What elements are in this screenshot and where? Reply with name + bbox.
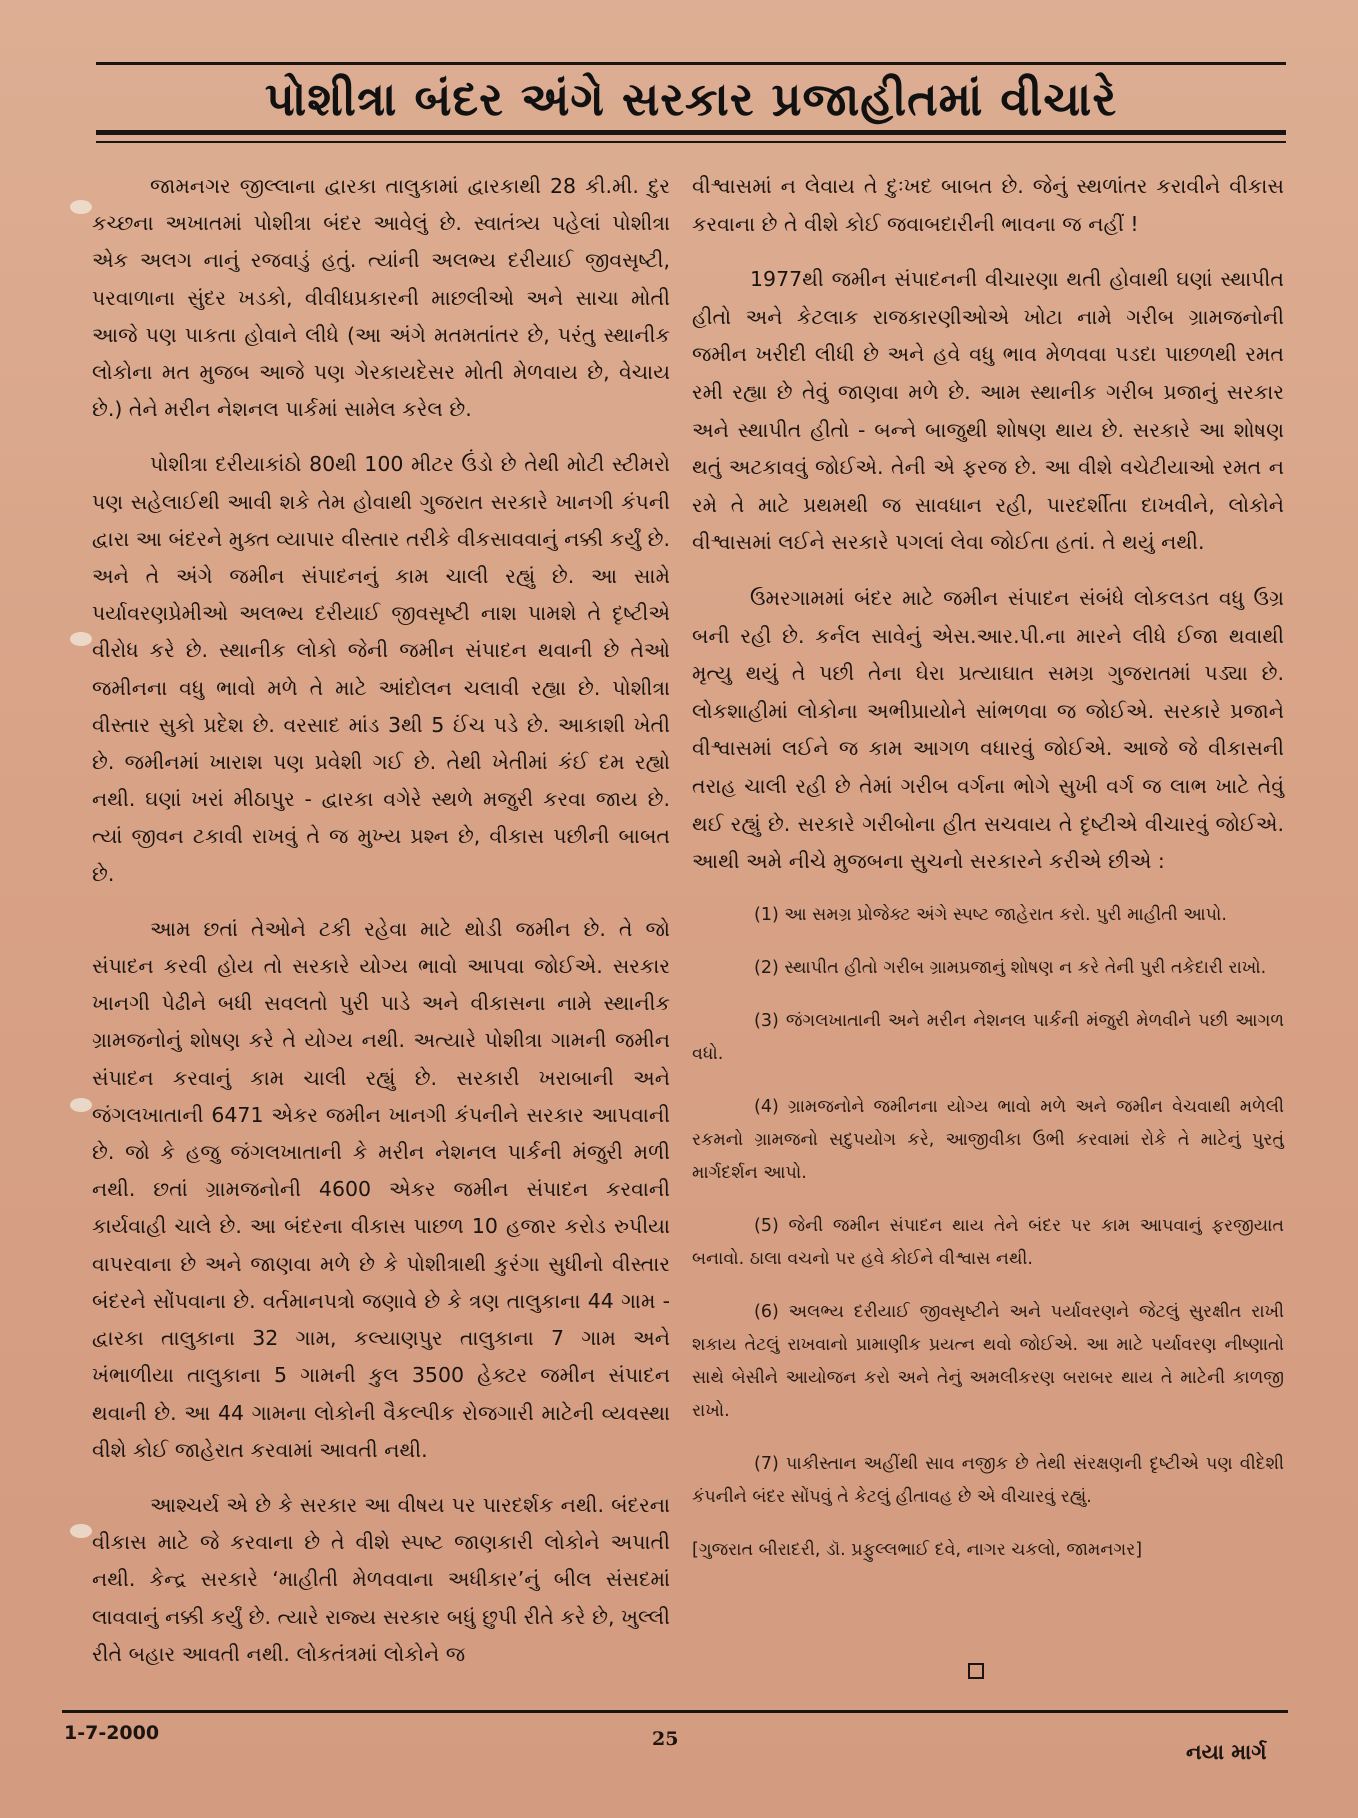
suggestions-list [692,899,1284,1514]
suggestion-item: (7) પાકીસ્તાન અહીંથી સાવ નજીક છે તેથી સંરક્ષણની દૃષ્ટીએ પણ વીદેશી કંપનીને બંદર સોંપવું તે કેટલું હીતાવહ છે એ વીચારવું રહ્યું. [692,1453,1284,1507]
magazine-name: નયા માર્ગ [1186,1740,1267,1764]
page-number: 25 [652,1728,679,1750]
article-paragraph: પોશીત્રા દરીયાકાંઠો 80થી 100 મીટર ઉંડો છે તેથી મોટી સ્ટીમરો પણ સહેલાઈથી આવી શકે તેમ હોવાથી ગુજરાત સરકારે ખાનગી કંપની દ્વારા આ બંદરને મુક્ત વ્યાપાર વીસ્તાર તરીકે વીકસાવવાનું નક્કી કર્યું છે. અને તે અંગે જમીન સંપાદનનું કામ ચાલી રહ્યું છે. આ સામે પર્યાવરણપ્રેમીઓ અલભ્ય દરીયાઈ જીવસૃષ્ટી નાશ પામશે તે દૃષ્ટીએ વીરોધ કરે છે. સ્થાનીક લોકો જેની જમીન સંપાદન થવાની છે તેઓ જમીનના વધુ ભાવો મળે તે માટે આંદોલન ચલાવી રહ્યા છે. પોશીત્રા વીસ્તાર સુકો પ્રદેશ છે. વરસાદ માંડ 3થી 5 ઈંચ પડે છે. આકાશી ખેતી છે. જમીનમાં ખારાશ પણ પ્રવેશી ગઈ છે. તેથી ખેતીમાં કંઈ દમ રહ્યો નથી. ઘણાં ખરાં મીઠાપુર - દ્વારકા વગેરે સ્થળે મજુરી કરવા જાય છે. ત્યાં જીવન ટકાવી રાખવું તે જ મુખ્ય પ્રશ્ન છે, વીકાસ પછીની બાબત છે. [92,452,670,886]
punch-hole [70,1098,92,1112]
headline: પોશીત્રા બંદર અંગે સરકાર પ્રજાહીતમાં વીચારે [264,72,1118,126]
header-rule-thin [96,141,1286,143]
header-rule-thick [96,130,1286,135]
issue-date: 1-7-2000 [64,1722,160,1744]
article-paragraph: 1977થી જમીન સંપાદનની વીચારણા થતી હોવાથી ઘણાં સ્થાપીત હીતો અને કેટલાક રાજકારણીઓએ ખોટા નામે ગરીબ ગ્રામજનોની જમીન ખરીદી લીધી છે અને હવે વધુ ભાવ મેળવવા પડદા પાછળથી રમત રમી રહ્યા છે તેવું જાણવા મળે છે. આમ સ્થાનીક ગરીબ પ્રજાનું સરકાર અને સ્થાપીત હીતો - બન્ને બાજુથી શોષણ થાય છે. સરકારે આ શોષણ થતું અટકાવવું જોઈએ. તેની એ ફરજ છે. આ વીશે વચેટીયાઓ રમત ન રમે તે માટે પ્રથમથી જ સાવધાન રહી, પારદર્શીતા દાખવીને, લોકોને વીશ્વાસમાં લઈને સરકારે પગલાં લેવા જોઈતા હતાં. તે થયું નથી. [692,267,1284,555]
end-of-article-icon [968,1663,984,1679]
suggestion-item: (4) ગ્રામજનોને જમીનના યોગ્ય ભાવો મળે અને જમીન વેચવાથી મળેલી રકમનો ગ્રામજનો સદુપયોગ કરે, આજીવીકા ઉભી કરવામાં રોકે તે માટેનું પુરતું માર્ગદર્શન આપો. [692,1096,1284,1183]
left-column [92,168,670,1691]
header-rule-top [96,62,1286,65]
article-paragraph: આમ છતાં તેઓને ટકી રહેવા માટે થોડી જમીન છે. તે જો સંપાદન કરવી હોય તો સરકારે યોગ્ય ભાવો આપવા જોઈએ. સરકાર ખાનગી પેઢીને બધી સવલતો પુરી પાડે અને વીકાસના નામે સ્થાનીક ગ્રામજનોનું શોષણ કરે તે યોગ્ય નથી. અત્યારે પોશીત્રા ગામની જમીન સંપાદન કરવાનું કામ ચાલી રહ્યું છે. સરકારી ખરાબાની અને જંગલખાતાની 6471 એકર જમીન ખાનગી કંપનીને સરકાર આપવાની છે. જો કે હજુ જંગલખાતાની કે મરીન નેશનલ પાર્કની મંજુરી મળી નથી. છતાં ગ્રામજનોની 4600 એકર જમીન સંપાદન કરવાની કાર્યવાહી ચાલે છે. આ બંદરના વીકાસ પાછળ 10 હજાર કરોડ રુપીયા વાપરવાના છે અને જાણવા મળે છે કે પોશીત્રાથી કુરંગા સુધીનો વીસ્તાર બંદરને સોંપવાના છે. વર્તમાનપત્રો જણાવે છે કે ત્રણ તાલુકાના 44 ગામ - દ્વારકા તાલુકાના 32 ગામ, કલ્યાણપુર તાલુકાના 7 ગામ અને ખંભાળીયા તાલુકાના 5 ગામની કુલ 3500 હેક્ટર જમીન સંપાદન થવાની છે. આ 44 ગામના લોકોની વૈકલ્પીક રોજગારી માટેની વ્યવસ્થા વીશે કોઈ જાહેરાત કરવામાં આવતી નથી. [92,916,670,1462]
punch-hole [70,1524,92,1538]
article-paragraph: વીશ્વાસમાં ન લેવાય તે દુઃખદ બાબત છે. જેનું સ્થળાંતર કરાવીને વીકાસ કરવાના છે તે વીશે કોઈ જવાબદારીની ભાવના જ નહીં ! [692,174,1284,236]
punch-hole [70,632,92,646]
suggestion-item: (5) જેની જમીન સંપાદન થાય તેને બંદર પર કામ આપવાનું ફરજીયાત બનાવો. ઠાલા વચનો પર હવે કોઈને વીશ્વાસ નથી. [692,1215,1284,1269]
source-credit: [ગુજરાત બીરાદરી, ડૉ. પ્રફુલ્લભાઈ દવે, નાગર ચકલો, જામનગર] [692,1539,1143,1560]
article-paragraph: આશ્ચર્ય એ છે કે સરકાર આ વીષય પર પારદર્શક નથી. બંદરના વીકાસ માટે જે કરવાના છે તે વીશે સ્પષ્ટ જાણકારી લોકોને અપાતી નથી. કેન્દ્ર સરકારે ‘માહીતી મેળવવાના અધીકાર’નું બીલ સંસદમાં લાવવાનું નક્કી કર્યું છે. ત્યારે રાજ્ય સરકાર બધું છુપી રીતે કરે છે, ખુલ્લી રીતે બહાર આવતી નથી. લોકતંત્રમાં લોકોને જ [92,1492,670,1666]
suggestion-item: (2) સ્થાપીત હીતો ગરીબ ગ્રામપ્રજાનું શોષણ ન કરે તેની પુરી તકેદારી રાખો. [754,957,1267,978]
right-column [692,168,1284,1566]
suggestion-item: (6) અલભ્ય દરીયાઈ જીવસૃષ્ટીને અને પર્યાવરણને જેટલું સુરક્ષીત રાખી શકાય તેટલું રાખવાનો પ્રામાણીક પ્રયત્ન થવો જોઈએ. આ માટે પર્યાવરણ નીષ્ણાતો સાથે બેસીને આયોજન કરો અને તેનું અમલીકરણ બરાબર થાય તે માટેની કાળજી રાખો. [692,1301,1284,1421]
suggestion-item: (1) આ સમગ્ર પ્રોજેક્ટ અંગે સ્પષ્ટ જાહેરાત કરો. પુરી માહીતી આપો. [754,904,1227,925]
suggestion-item: (3) જંગલખાતાની અને મરીન નેશનલ પાર્કની મંજુરી મેળવીને પછી આગળ વધો. [692,1010,1284,1064]
article-paragraph: જામનગર જીલ્લાના દ્વારકા તાલુકામાં દ્વારકાથી 28 કી.મી. દુર કચ્છના અખાતમાં પોશીત્રા બંદર આવેલું છે. સ્વાતંત્ર્ય પહેલાં પોશીત્રા એક અલગ નાનું રજવાડું હતું. ત્યાંની અલભ્ય દરીયાઈ જીવસૃષ્ટી, પરવાળાના સુંદર ખડકો, વીવીધપ્રકારની માછલીઓ અને સાચા મોતી આજે પણ પાકતા હોવાને લીધે (આ અંગે મતમતાંતર છે, પરંતુ સ્થાનીક લોકોના મત મુજબ આજે પણ ગેરકાયદેસર મોતી મેળવાય છે, વેચાય છે.) તેને મરીન નેશનલ પાર્કમાં સામેલ કરેલ છે. [92,174,670,422]
punch-hole [70,200,92,214]
footer-rule [62,1710,1288,1713]
article-paragraph: ઉમરગામમાં બંદર માટે જમીન સંપાદન સંબંધે લોકલડત વધુ ઉગ્ર બની રહી છે. કર્નલ સાવેનું એસ.આર.પી.ના મારને લીધે ઈજા થવાથી મૃત્યુ થયું તે પછી તેના ઘેરા પ્રત્યાઘાત સમગ્ર ગુજરાતમાં પડ્યા છે. લોકશાહીમાં લોકોના અભીપ્રાયોને સાંભળવા જ જોઈએ. સરકારે પ્રજાને વીશ્વાસમાં લઈને જ કામ આગળ વધારવું જોઈએ. આજે જે વીકાસની તરાહ ચાલી રહી છે તેમાં ગરીબ વર્ગના ભોગે સુખી વર્ગ જ લાભ ખાટે તેવું થઈ રહ્યું છે. સરકારે ગરીબોના હીત સચવાય તે દૃષ્ટીએ વીચારવું જોઈએ. આથી અમે નીચે મુજબના સુચનો સરકારને કરીએ છીએ : [692,585,1284,874]
